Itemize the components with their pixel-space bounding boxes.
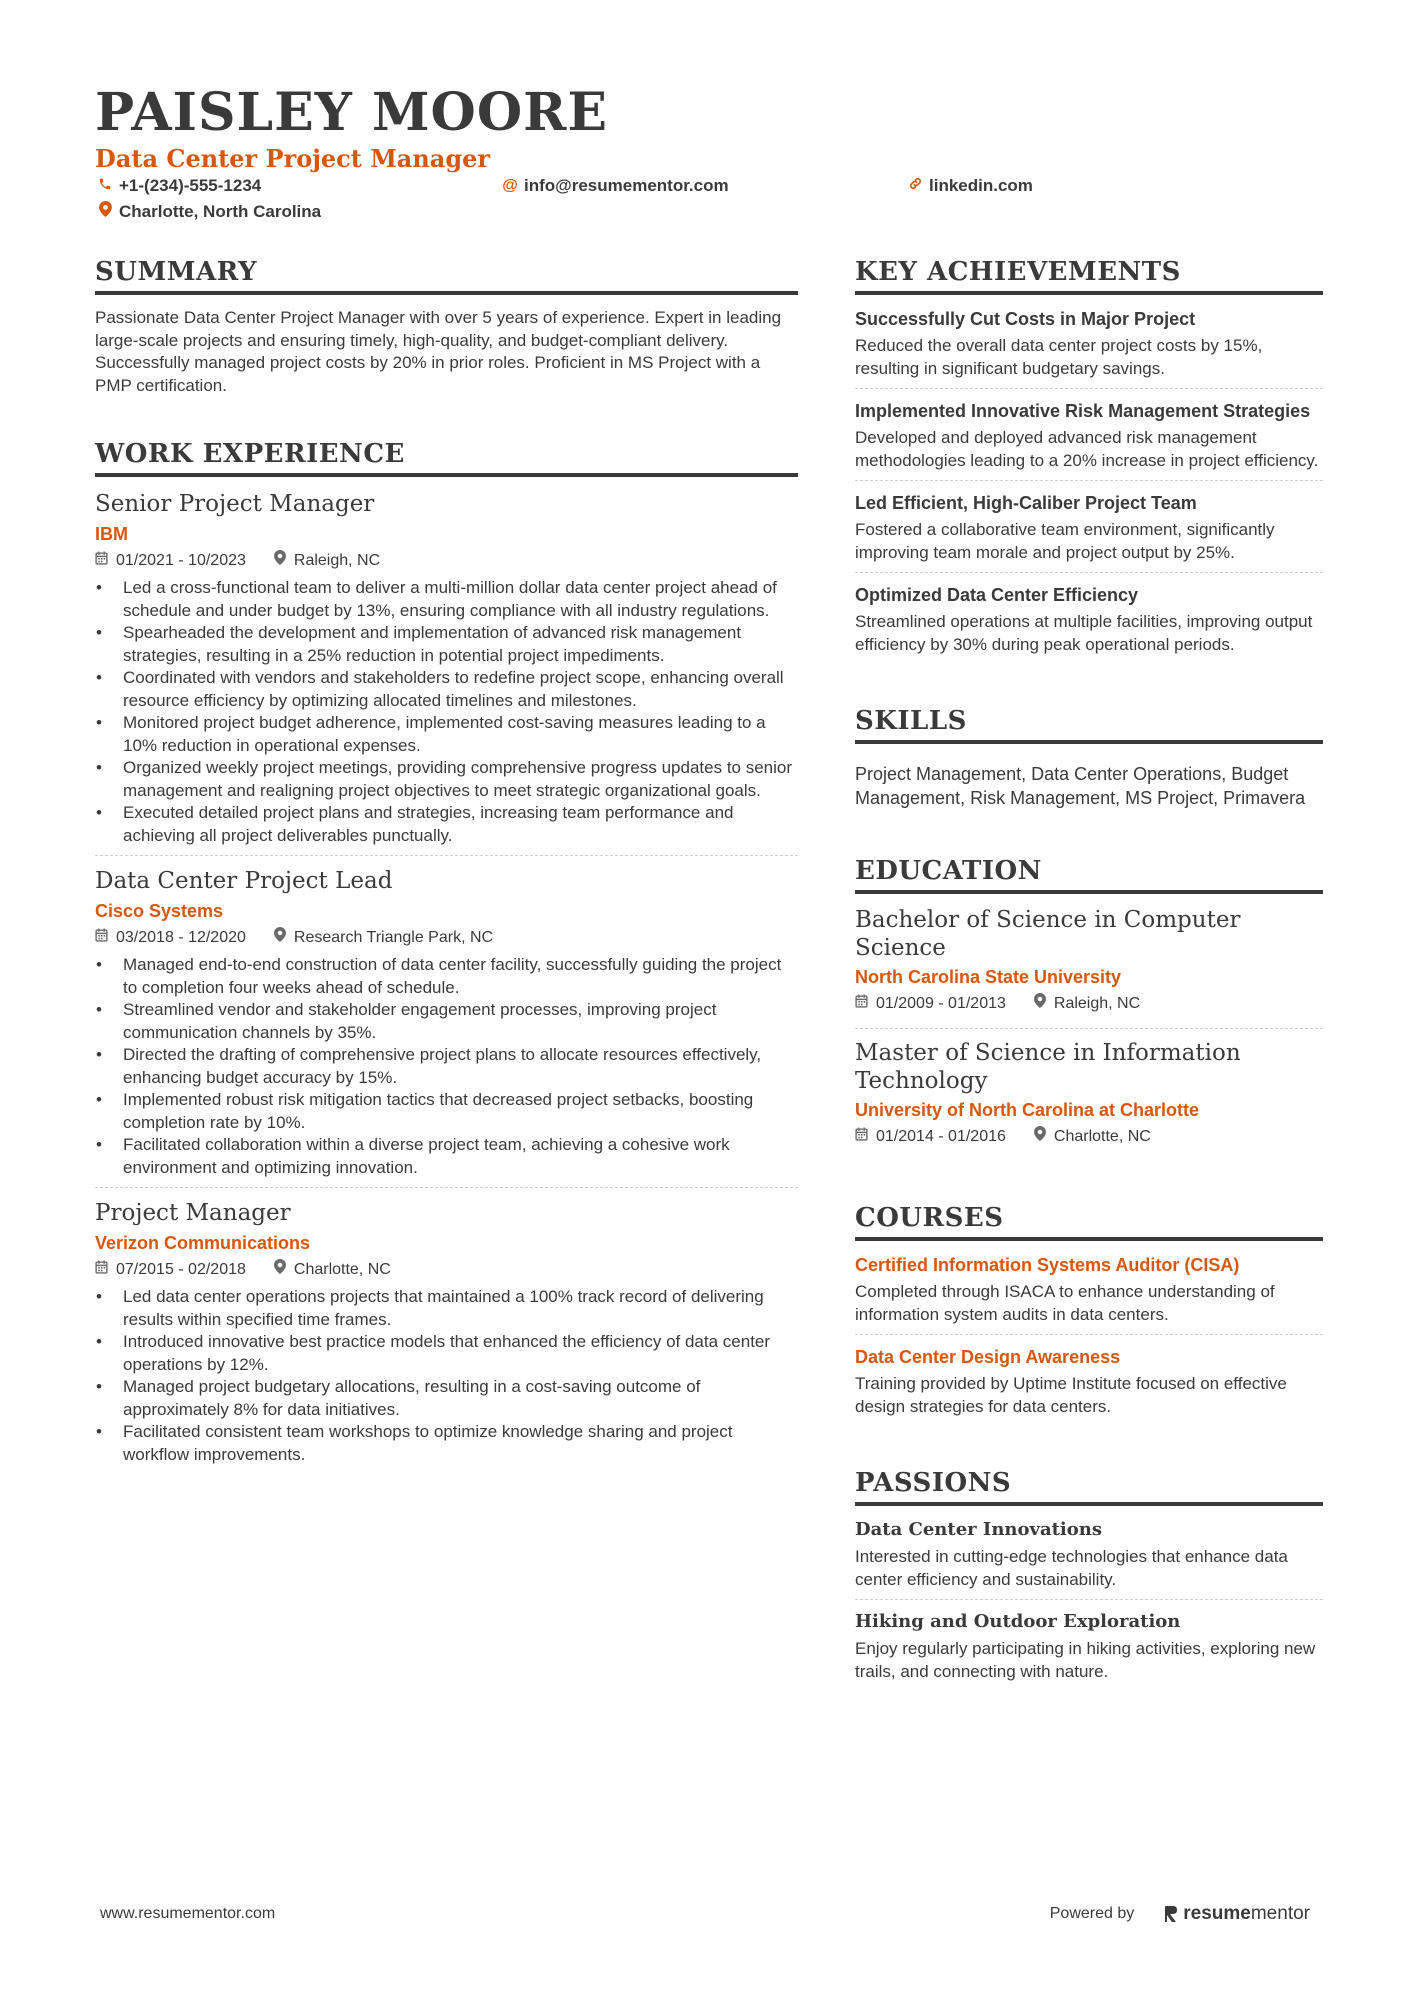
passion-list [855, 1518, 1323, 1691]
map-pin-icon [95, 201, 115, 222]
achievement-desc: Developed and deployed advanced risk management methodologies leading to a 20% increase in project efficiency. [855, 428, 1319, 470]
achievement-item [855, 399, 1323, 481]
achievement-item [855, 491, 1323, 573]
achievement-title: Implemented Innovative Risk Management Strategies [855, 401, 1311, 421]
bullet-item: • Implemented robust risk mitigation tactics that decreased project setbacks, boosting completion rate by 10%. [123, 1089, 798, 1134]
bullet-item: • Spearheaded the development and implementation of advanced risk management strategies, resulting in a 25% reduction in potential project impediments. [123, 622, 798, 667]
bullet-item: • Led a cross-functional team to deliver a multi-million dollar data center project ahead of schedule and under budget by 13%, ensuring compliance with all industry regulations. [123, 577, 798, 622]
education-item [855, 1039, 1323, 1161]
map-pin-icon [1034, 992, 1046, 1016]
calendar-icon [95, 549, 108, 573]
phone-icon [95, 177, 115, 196]
location: Research Triangle Park, NC [293, 929, 494, 946]
education-degree: Bachelor of Science in Computer Science [855, 907, 1241, 961]
achievements-section [855, 255, 1323, 664]
achievement-desc: Streamlined operations at multiple facilities, improving output efficiency by 30% during peak operational periods. [855, 612, 1313, 654]
education-item [855, 906, 1323, 1029]
course-item [855, 1345, 1323, 1426]
calendar-icon [855, 992, 868, 1016]
skills-section [855, 704, 1323, 810]
calendar-icon [855, 1125, 868, 1149]
contact-linkedin[interactable] [905, 176, 1033, 196]
bullet-item: • Monitored project budget adherence, implemented cost-saving measures leading to a 10% reduction in operational expenses. [123, 712, 798, 757]
logo-mark-icon [1164, 1905, 1178, 1923]
bullet-item: • Managed project budgetary allocations, resulting in a cost-saving outcome of approximately 8% for data initiatives. [123, 1376, 798, 1421]
job-bullets [95, 954, 798, 1179]
achievement-item [855, 307, 1323, 389]
bullet-item: • Led data center operations projects that maintained a 100% track record of delivering results within specified time frames. [123, 1286, 798, 1331]
date-range: 03/2018 - 12/2020 [116, 929, 246, 946]
powered-by [1050, 1903, 1310, 1925]
bullet-item: • Organized weekly project meetings, providing comprehensive progress updates to senior management and realigning project objectives to meet strategic organizational goals. [123, 757, 798, 802]
job-role: Project Manager [95, 1200, 291, 1226]
resume-header [95, 82, 1325, 232]
candidate-name: PAISLEY MOORE [95, 82, 608, 143]
achievement-title: Successfully Cut Costs in Major Project [855, 309, 1196, 329]
phone-text: +1-(234)-555-1234 [119, 176, 262, 195]
education-degree: Master of Science in Information Technology [855, 1040, 1241, 1094]
education-list [855, 906, 1323, 1161]
achievement-list [855, 307, 1323, 664]
education-heading: EDUCATION [855, 854, 1323, 894]
education-section [855, 854, 1323, 1161]
date-range: 01/2014 - 01/2016 [876, 1128, 1006, 1145]
course-list [855, 1253, 1323, 1426]
date-range: 07/2015 - 02/2018 [116, 1261, 246, 1278]
date-location-row [855, 992, 1323, 1016]
powered-by-label: Powered by [1049, 1905, 1135, 1922]
course-item [855, 1253, 1323, 1335]
job-entry [95, 1198, 798, 1474]
date-location-row [95, 1258, 798, 1282]
education-school: North Carolina State University [855, 967, 1122, 987]
contact-phone [95, 176, 261, 196]
course-title: Data Center Design Awareness [855, 1347, 1121, 1367]
location: Raleigh, NC [1053, 995, 1141, 1012]
date-location-row [95, 926, 798, 950]
skills-text: Project Management, Data Center Operations, Budget Management, Risk Management, MS Project, Primavera [855, 764, 1306, 808]
summary-heading: SUMMARY [95, 255, 798, 295]
achievement-item [855, 583, 1323, 664]
date-range: 01/2009 - 01/2013 [876, 995, 1006, 1012]
page-footer [0, 1905, 1410, 1935]
map-pin-icon [274, 549, 286, 573]
bullet-item: • Directed the drafting of comprehensive project plans to allocate resources effectively, enhancing budget accuracy by 15%. [123, 1044, 798, 1089]
summary-section [95, 255, 798, 397]
link-icon [905, 176, 925, 196]
course-title: Certified Information Systems Auditor (CISA) [855, 1255, 1240, 1275]
job-bullets [95, 577, 798, 847]
achievement-desc: Fostered a collaborative team environment, significantly improving team morale and project output by 25%. [855, 520, 1275, 562]
contact-email[interactable] [500, 176, 729, 196]
logo-text-bold: resume [1183, 1903, 1251, 1924]
email-link[interactable]: info@resumementor.com [524, 176, 729, 195]
job-role: Data Center Project Lead [95, 868, 393, 894]
bullet-item: • Executed detailed project plans and strategies, increasing team performance and achieving all project deliverables punctually. [123, 802, 798, 847]
job-bullets [95, 1286, 798, 1466]
bullet-item: • Managed end-to-end construction of data center facility, successfully guiding the project to completion four weeks ahead of schedule. [123, 954, 798, 999]
contact-info [95, 176, 1325, 232]
location: Charlotte, NC [1053, 1128, 1151, 1145]
candidate-title: Data Center Project Manager [95, 144, 491, 173]
passion-title: Data Center Innovations [855, 1519, 1102, 1540]
course-desc: Completed through ISACA to enhance understanding of information system audits in data centers. [855, 1282, 1275, 1324]
experience-heading: WORK EXPERIENCE [95, 437, 798, 477]
map-pin-icon [274, 926, 286, 950]
achievement-title: Led Efficient, High-Caliber Project Team [855, 493, 1197, 513]
skills-heading: SKILLS [855, 704, 1323, 744]
map-pin-icon [274, 1258, 286, 1282]
passion-item [855, 1610, 1323, 1691]
job-company: Verizon Communications [95, 1233, 311, 1253]
calendar-icon [95, 926, 108, 950]
passions-heading: PASSIONS [855, 1466, 1323, 1506]
job-company: Cisco Systems [95, 901, 224, 921]
logo-text-light: mentor [1250, 1903, 1310, 1924]
job-company: IBM [95, 524, 128, 544]
courses-heading: COURSES [855, 1201, 1323, 1241]
left-column [95, 255, 798, 1514]
job-entry [95, 866, 798, 1188]
bullet-item: • Introduced innovative best practice models that enhanced the efficiency of data center operations by 12%. [123, 1331, 798, 1376]
location-text: Charlotte, North Carolina [119, 201, 322, 221]
resumementor-logo[interactable] [1164, 1903, 1310, 1925]
footer-website-link[interactable]: www.resumementor.com [100, 1905, 276, 1922]
bullet-item: • Facilitated collaboration within a diverse project team, achieving a cohesive work environment and optimizing innovation. [123, 1134, 798, 1179]
location: Raleigh, NC [293, 552, 381, 569]
passion-item [855, 1518, 1323, 1600]
education-school: University of North Carolina at Charlotte [855, 1100, 1200, 1120]
passion-desc: Enjoy regularly participating in hiking activities, exploring new trails, and connecting with nature. [855, 1639, 1316, 1681]
bullet-item: • Coordinated with vendors and stakeholders to redefine project scope, enhancing overall resource efficiency by optimizing allocated timelines and milestones. [123, 667, 798, 712]
courses-section [855, 1201, 1323, 1426]
location: Charlotte, NC [293, 1261, 391, 1278]
bullet-item: • Streamlined vendor and stakeholder engagement processes, improving project communication channels by 35%. [123, 999, 798, 1044]
experience-section [95, 437, 798, 1474]
achievements-heading: KEY ACHIEVEMENTS [855, 255, 1323, 295]
course-desc: Training provided by Uptime Institute focused on effective design strategies for data centers. [855, 1374, 1287, 1416]
job-role: Senior Project Manager [95, 491, 375, 517]
right-column [855, 255, 1323, 1731]
job-entry [95, 489, 798, 856]
job-list [95, 489, 798, 1474]
achievement-title: Optimized Data Center Efficiency [855, 585, 1139, 605]
passions-section [855, 1466, 1323, 1691]
summary-text: Passionate Data Center Project Manager with over 5 years of experience. Expert in leading large-scale projects and ensuring timely, high-quality, and budget-compliant delivery. Successfully managed project costs by 20% in prior roles. Proficient in MS Project with a PMP certification. [95, 308, 782, 395]
map-pin-icon [1034, 1125, 1046, 1149]
date-location-row [855, 1125, 1323, 1149]
linkedin-link[interactable]: linkedin.com [929, 176, 1033, 195]
date-location-row [95, 549, 798, 573]
achievement-desc: Reduced the overall data center project costs by 15%, resulting in significant budgetary savings. [855, 336, 1263, 378]
calendar-icon [95, 1258, 108, 1282]
date-range: 01/2021 - 10/2023 [116, 552, 246, 569]
at-icon: @ [502, 177, 518, 194]
bullet-item: • Facilitated consistent team workshops to optimize knowledge sharing and project workflow improvements. [123, 1421, 798, 1466]
passion-title: Hiking and Outdoor Exploration [855, 1611, 1181, 1632]
contact-location [95, 201, 321, 222]
passion-desc: Interested in cutting-edge technologies that enhance data center efficiency and sustainability. [855, 1547, 1288, 1589]
